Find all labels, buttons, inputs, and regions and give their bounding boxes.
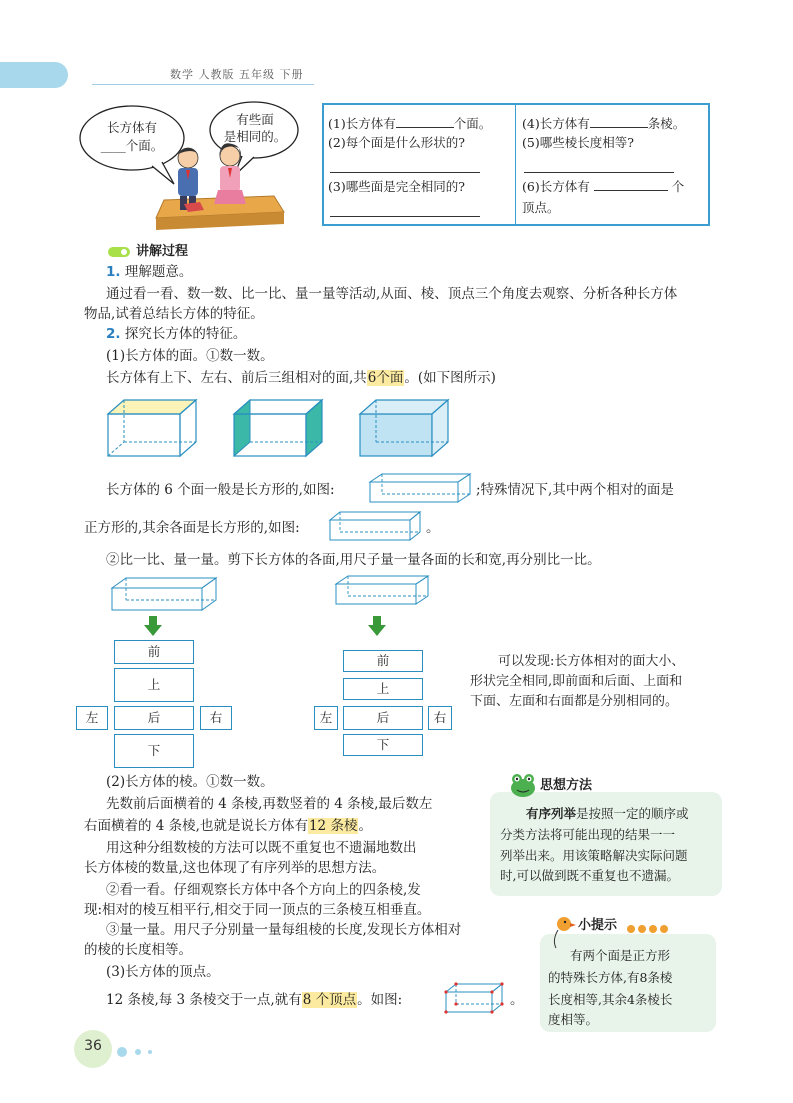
page-number: 36 (84, 1038, 102, 1054)
para-7-line1: 用这种分组数棱的方法可以既不重复也不遗漏地数出 (106, 840, 417, 856)
bubble-right-line2: 是相同的。 (223, 129, 287, 144)
section-marker-icon (108, 246, 132, 258)
method-line1-text: 是按照一定的顺序或 (576, 806, 689, 821)
question-3: (3)哪些面是完全相同的? (328, 179, 465, 194)
cuboid-vertices-figure (440, 980, 510, 1016)
method-keyword: 有序列举 (526, 806, 577, 821)
cuboid-sides-shaded (234, 400, 322, 456)
para-6-text: 右面横着的 4 条棱,也就是说长方体有 (84, 818, 308, 834)
bubble-right-line1: 有些面 (236, 112, 274, 127)
question-divider (515, 105, 516, 224)
finding-line1: 可以发现:长方体相对的面大小、 (498, 654, 685, 669)
question-4-suffix: 条棱。 (647, 116, 686, 131)
para-10-suffix: 。如图: (357, 992, 403, 1008)
para-1-line2: 物品,试着总结长方体的特征。 (84, 306, 264, 322)
net-right-front: 前 (343, 650, 423, 672)
para-1-line1: 通过看一看、数一数、比一比、量一量等活动,从面、棱、顶点三个角度去观察、分析各种长方体 (106, 286, 678, 302)
net-right-back: 后 (343, 706, 423, 730)
net-right-top: 上 (343, 678, 423, 700)
para-9-line2: 的棱的长度相等。 (84, 942, 192, 958)
para-9-line1: ③量一量。用尺子分别量一量每组棱的长度,发现长方体相对 (106, 922, 462, 938)
tip-line1: 有两个面是正方形 (570, 948, 671, 963)
blank-line (396, 115, 454, 128)
question-4 (522, 115, 685, 133)
para-2-suffix: 。(如下图所示) (404, 370, 496, 386)
sub-heading-vertices: (3)长方体的顶点。 (106, 964, 220, 980)
blank-line (524, 172, 674, 173)
para-2 (106, 368, 496, 388)
footer-dots-icon (116, 1046, 160, 1058)
tip-line2: 的特殊长方体,有8条棱 (548, 970, 673, 985)
step-1-number: 1. (106, 264, 121, 280)
net-right-bottom: 下 (343, 734, 423, 756)
cuboid-square-ends-figure (326, 508, 426, 544)
para-10 (106, 990, 402, 1010)
arrow-down-icon (144, 616, 162, 636)
cuboid-right-net-source (332, 572, 432, 608)
method-line1 (526, 804, 689, 824)
question-6 (522, 178, 684, 196)
cuboid-flat-figure (366, 470, 474, 506)
step-2-heading (106, 324, 246, 344)
cuboid-figures (104, 396, 454, 462)
tip-line3: 长度相等,其余4条棱长 (548, 992, 673, 1007)
net-left-top: 上 (114, 668, 194, 702)
blank-line (590, 115, 648, 128)
frog-icon (508, 772, 538, 798)
para-8-line1: ②看一看。仔细观察长方体中各个方向上的四条棱,发 (106, 882, 421, 898)
step-1-heading (106, 262, 192, 282)
question-6-suffix: 个 (671, 179, 685, 194)
bird-icon (550, 914, 576, 950)
highlight-eight-vertices: 8 个顶点 (302, 992, 357, 1008)
net-left-back: 后 (114, 706, 194, 730)
para-6-line1: 先数前后面横着的 4 条棱,再数竖着的 4 条棱,最后数左 (106, 796, 433, 812)
tip-title: 小提示 (578, 918, 618, 933)
para-10-text: 12 条棱,每 3 条棱交于一点,就有 (106, 992, 302, 1008)
bubble-left-line2: ____个面。 (100, 138, 164, 153)
net-left-front: 前 (114, 640, 194, 664)
header-rule (92, 84, 314, 85)
para-4: 正方形的,其余各面是长方形的,如图: (84, 520, 300, 536)
para-8-line2: 现:相对的棱互相平行,相交于同一顶点的三条棱互相垂直。 (84, 902, 431, 918)
question-4-text: (4)长方体有 (522, 116, 590, 131)
para-6-line2 (84, 816, 372, 836)
tip-line4: 度相等。 (548, 1012, 599, 1027)
para-4-end: 。 (426, 520, 440, 536)
question-1-suffix: 个面。 (453, 116, 492, 131)
method-line3: 列举出来。用该策略解决实际问题 (500, 848, 688, 863)
step-2-title: 探究长方体的特征。 (124, 326, 247, 342)
para-5: ②比一比、量一量。剪下长方体的各面,用尺子量一量各面的长和宽,再分别比一比。 (106, 552, 601, 568)
para-3-text: 长方体的 6 个面一般是长方形的,如图: (106, 482, 335, 498)
blank-line (594, 178, 668, 191)
decorative-dots-icon (626, 924, 672, 934)
method-line2: 分类方法将可能出现的结果一一 (500, 827, 676, 842)
para-3 (106, 480, 335, 500)
question-5: (5)哪些棱长度相等? (522, 135, 634, 150)
section-title: 讲解过程 (136, 244, 189, 259)
method-line4: 时,可以做到既不重复也不遗漏。 (500, 868, 679, 883)
cuboid-front-shaded (360, 400, 448, 456)
step-1-title: 理解题意。 (124, 264, 193, 280)
cuboid-top-shaded (108, 400, 196, 456)
question-6-text: (6)长方体有 (522, 179, 590, 194)
header-tab (0, 62, 68, 88)
blank-line (330, 216, 480, 217)
net-left-right: 右 (200, 706, 232, 730)
finding-line2: 形状完全相同,即前面和后面、上面和 (470, 674, 683, 689)
net-right-right: 右 (428, 706, 452, 730)
para-7-line2: 长方体棱的数量,这也体现了有序列举的思想方法。 (84, 860, 386, 876)
bubble-left-line1: 长方体有 (106, 120, 157, 135)
sub-heading-faces: (1)长方体的面。①数一数。 (106, 348, 274, 364)
question-6-line2: 顶点。 (522, 200, 560, 215)
para-3-cont: ;特殊情况下,其中两个相对的面是 (476, 482, 674, 498)
para-6-end: 。 (358, 818, 372, 834)
blank-line (330, 172, 480, 173)
method-title: 思想方法 (540, 778, 593, 793)
finding-line3: 下面、左面和右面都是分别相同的。 (470, 694, 679, 709)
para-10-end: 。 (510, 992, 524, 1008)
sub-heading-edges: (2)长方体的棱。①数一数。 (106, 774, 274, 790)
question-2: (2)每个面是什么形状的? (328, 135, 465, 150)
cuboid-left-net-source (108, 574, 220, 614)
net-left-bottom: 下 (114, 734, 194, 768)
step-2-number: 2. (106, 326, 121, 342)
para-2-text: 长方体有上下、左右、前后三组相对的面,共 (106, 370, 367, 386)
arrow-down-icon (368, 616, 386, 636)
question-1 (328, 115, 491, 133)
net-right-left: 左 (314, 706, 338, 730)
header-title: 数学 人教版 五年级 下册 (170, 68, 304, 81)
highlight-six-faces: 6个面 (367, 370, 404, 386)
highlight-twelve-edges: 12 条棱 (308, 818, 358, 834)
net-left-left: 左 (76, 706, 108, 730)
question-1-text: (1)长方体有 (328, 116, 396, 131)
